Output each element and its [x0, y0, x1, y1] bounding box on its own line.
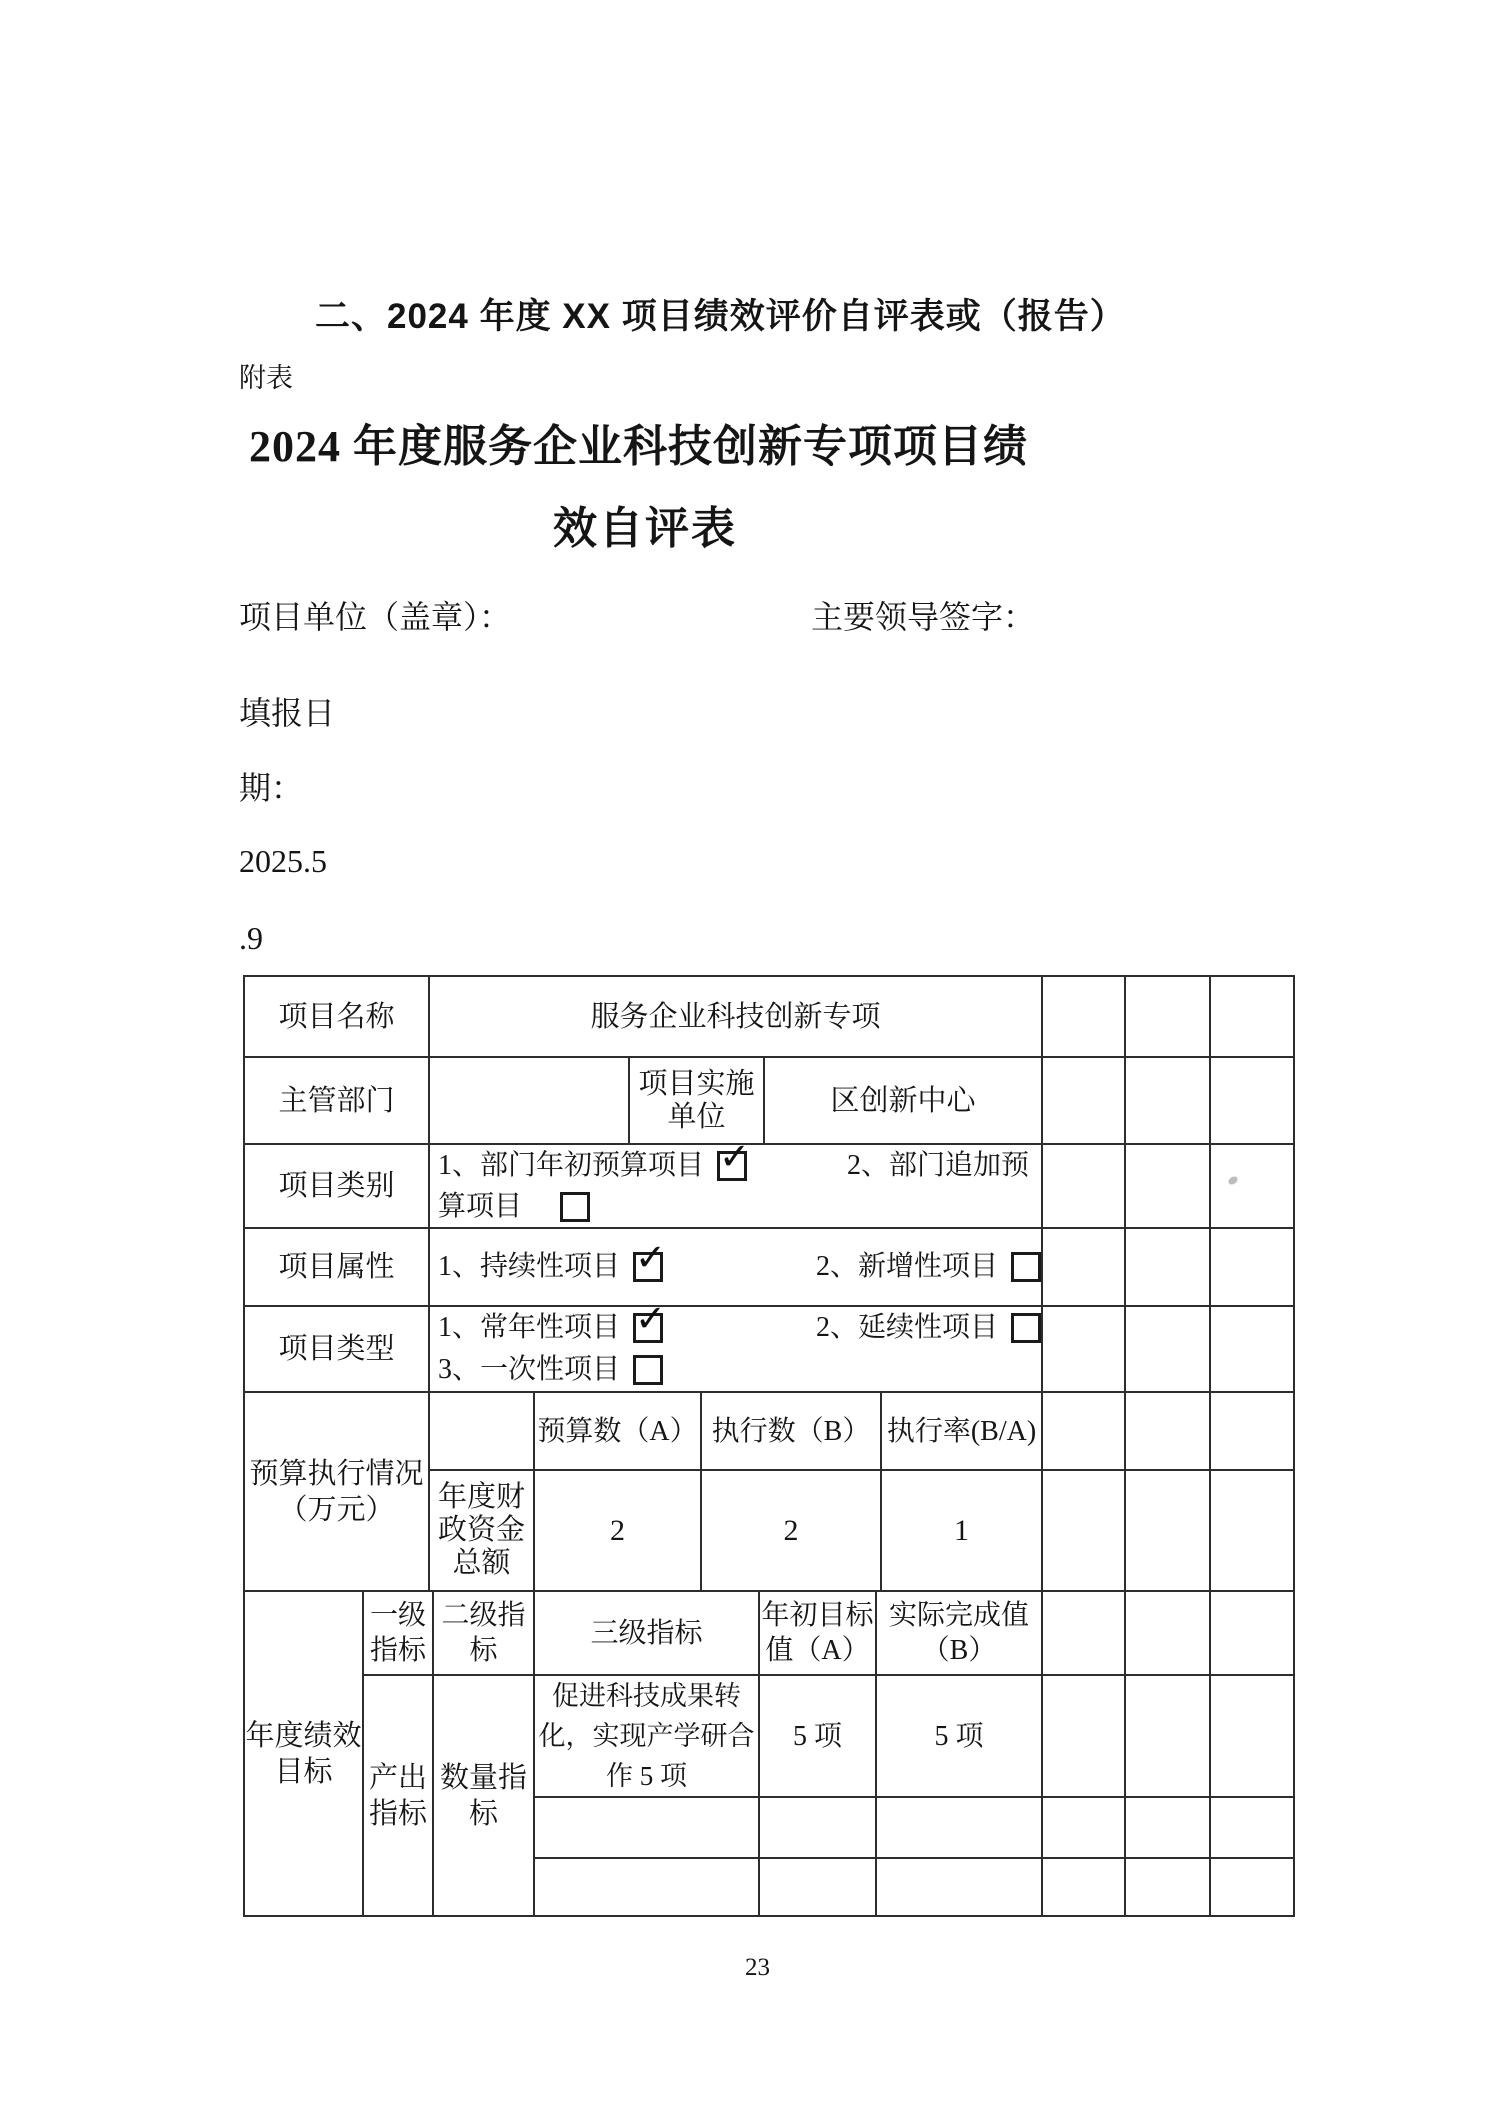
- category-option-line2: [438, 1186, 1041, 1227]
- empty-cell: [1124, 1469, 1211, 1592]
- empty-cell: [1124, 1227, 1211, 1307]
- unit-seal-label: 项目单位（盖章）：: [239, 599, 512, 635]
- category-options-cell: [428, 1143, 1043, 1229]
- fill-date-line2: 期：: [239, 770, 304, 806]
- quantity-indicator-group-cell: [432, 1674, 535, 1917]
- attribute-option1-label: 1、持续性项目: [438, 1251, 621, 1282]
- empty-cell: [1124, 1143, 1211, 1229]
- checkbox-unchecked-icon: [633, 1355, 663, 1385]
- checkbox-checked-icon: [633, 1252, 663, 1282]
- empty-cell: [1041, 1305, 1126, 1393]
- level1-header-line2: 指标: [369, 1635, 426, 1666]
- performance-section-label-cell: [243, 1590, 364, 1917]
- empty-cell: [758, 1857, 877, 1917]
- empty-cell: [1124, 1056, 1211, 1145]
- empty-cell: [758, 1796, 877, 1859]
- checkbox-checked-icon: [633, 1313, 663, 1343]
- attribute-option-line: [438, 1246, 1041, 1289]
- fund-label-line3: 总额: [452, 1547, 511, 1579]
- output-indicator-group-cell: [362, 1674, 434, 1917]
- empty-cell: [1124, 975, 1211, 1058]
- type-option-line2: [438, 1349, 1041, 1391]
- fill-date-line4: .9: [239, 920, 263, 956]
- checkbox-checked-icon: [717, 1151, 747, 1181]
- empty-cell: [1209, 1305, 1295, 1393]
- empty-cell: [1209, 1590, 1295, 1676]
- fill-date-line3: 2025.5: [239, 843, 327, 879]
- empty-cell: [1041, 1674, 1126, 1798]
- empty-cell: [533, 1857, 760, 1917]
- empty-cell: [1041, 1391, 1126, 1471]
- indicator-line2: 化，实现产学研合: [538, 1721, 755, 1751]
- execution-b-value-cell: 2: [700, 1469, 882, 1592]
- type-option2-label: 2、延续性项目: [816, 1312, 999, 1343]
- impl-unit-value-cell: 区创新中心: [763, 1056, 1043, 1145]
- type-options-cell: [428, 1305, 1043, 1393]
- empty-cell: [1209, 1056, 1295, 1145]
- rate-ba-header-cell: 执行率(B/A): [880, 1391, 1043, 1471]
- leader-signature-label: 主要领导签字：: [811, 599, 1036, 635]
- main-title-line1: 2024 年度服务企业科技创新专项项目绩: [249, 422, 1028, 471]
- quantity-group-line1: 数量指: [439, 1761, 527, 1794]
- project-name-value-cell: 服务企业科技创新专项: [428, 975, 1043, 1058]
- category-label-cell: 项目类别: [243, 1143, 430, 1229]
- empty-cell: [1209, 1391, 1295, 1471]
- empty-cell: [875, 1796, 1043, 1859]
- annual-fiscal-fund-label-cell: [428, 1469, 535, 1592]
- category-option2-part1: 2、部门追加预: [847, 1149, 1030, 1181]
- empty-cell: [1041, 1056, 1126, 1145]
- empty-cell: [1124, 1674, 1211, 1798]
- empty-cell: [1124, 1796, 1211, 1859]
- empty-cell: [1209, 1796, 1295, 1859]
- empty-cell: [1041, 1857, 1126, 1917]
- empty-cell: [875, 1857, 1043, 1917]
- empty-cell: [1041, 1590, 1126, 1676]
- empty-cell: [1041, 975, 1126, 1058]
- level2-header-cell: [432, 1590, 535, 1676]
- actual-value-cell: 5 项: [875, 1674, 1043, 1798]
- empty-cell: [1124, 1857, 1211, 1917]
- attribute-label-cell: 项目属性: [243, 1227, 430, 1307]
- empty-cell: [1041, 1143, 1126, 1229]
- performance-label-line2: 目标: [274, 1755, 333, 1788]
- target-header-cell: [758, 1590, 877, 1676]
- level2-header-line2: 标: [469, 1635, 498, 1666]
- type-option1-label: 1、常年性项目: [438, 1312, 621, 1343]
- budget-a-header-cell: 预算数（A）: [533, 1391, 702, 1471]
- impl-unit-label-line2: 单位: [667, 1100, 726, 1133]
- fill-date-line1: 填报日: [239, 695, 336, 731]
- empty-cell: [1209, 1227, 1295, 1307]
- attribute-option2-label: 2、新增性项目: [816, 1251, 999, 1282]
- empty-cell: [1041, 1796, 1126, 1859]
- actual-header-line2: （B）: [921, 1635, 997, 1666]
- fund-label-line2: 政资金: [437, 1514, 525, 1546]
- empty-cell: [1209, 1857, 1295, 1917]
- indicator-line1: 促进科技成果转: [552, 1681, 741, 1711]
- empty-cell: [1124, 1590, 1211, 1676]
- budget-a-value-cell: 2: [533, 1469, 702, 1592]
- checkbox-unchecked-icon: [1011, 1252, 1041, 1282]
- budget-label-line1: 预算执行情况: [249, 1457, 424, 1490]
- project-name-label-cell: 项目名称: [243, 975, 430, 1058]
- checkbox-unchecked-icon: [560, 1192, 590, 1222]
- performance-label-line1: 年度绩效: [245, 1719, 362, 1752]
- actual-header-line1: 实际完成值: [888, 1600, 1029, 1631]
- empty-cell: [1209, 1674, 1295, 1798]
- level2-header-line1: 二级指: [441, 1600, 526, 1631]
- budget-label-line2: （万元）: [278, 1493, 395, 1526]
- target-header-line2: 值（A）: [765, 1635, 870, 1666]
- section-title: 二、2024 年度 XX 项目绩效评价自评表或（报告）: [315, 297, 1126, 336]
- empty-cell: [1209, 975, 1295, 1058]
- indicator-line3: 作 5 项: [606, 1761, 687, 1791]
- category-option1-label: 1、部门年初预算项目: [438, 1149, 705, 1181]
- output-group-line1: 产出: [368, 1761, 427, 1794]
- empty-cell: [1209, 1143, 1295, 1229]
- budget-section-label-cell: [243, 1391, 430, 1592]
- empty-cell: [1041, 1227, 1126, 1307]
- fund-label-line1: 年度财: [437, 1481, 525, 1513]
- execution-b-header-cell: 执行数（B）: [700, 1391, 882, 1471]
- type-option-line1: [438, 1307, 1041, 1349]
- type-label-cell: 项目类型: [243, 1305, 430, 1393]
- level3-header-cell: 三级指标: [533, 1590, 760, 1676]
- level1-header-line1: 一级: [369, 1600, 426, 1631]
- category-option2-part2: 算项目: [438, 1190, 523, 1222]
- department-label-cell: 主管部门: [243, 1056, 430, 1145]
- quantity-group-line2: 标: [468, 1797, 498, 1830]
- empty-cell: [1209, 1469, 1295, 1592]
- target-header-line1: 年初目标: [761, 1600, 874, 1631]
- checkbox-unchecked-icon: [1011, 1313, 1041, 1343]
- actual-header-cell: [875, 1590, 1043, 1676]
- rate-ba-value-cell: 1: [880, 1469, 1043, 1592]
- empty-cell: [1124, 1391, 1211, 1471]
- impl-unit-label-cell: [628, 1056, 765, 1145]
- category-option-line1: [438, 1145, 1041, 1186]
- empty-cell: [533, 1796, 760, 1859]
- department-value-cell: [428, 1056, 630, 1145]
- empty-cell: [1124, 1305, 1211, 1393]
- empty-cell: [428, 1391, 535, 1471]
- target-value-cell: 5 项: [758, 1674, 877, 1798]
- type-option2: [816, 1310, 1041, 1346]
- level1-header-cell: [362, 1590, 434, 1676]
- attribute-options-cell: [428, 1227, 1043, 1307]
- indicator-text-cell: [533, 1674, 760, 1798]
- page-number: 23: [745, 1954, 770, 1981]
- empty-cell: [1041, 1469, 1126, 1592]
- main-title-line2: 效自评表: [553, 504, 737, 553]
- type-option3-label: 3、一次性项目: [438, 1354, 621, 1385]
- attachment-label: 附表: [239, 363, 293, 393]
- output-group-line2: 指标: [368, 1797, 427, 1830]
- impl-unit-label-line1: 项目实施: [638, 1067, 755, 1100]
- attribute-option2: [816, 1249, 1041, 1285]
